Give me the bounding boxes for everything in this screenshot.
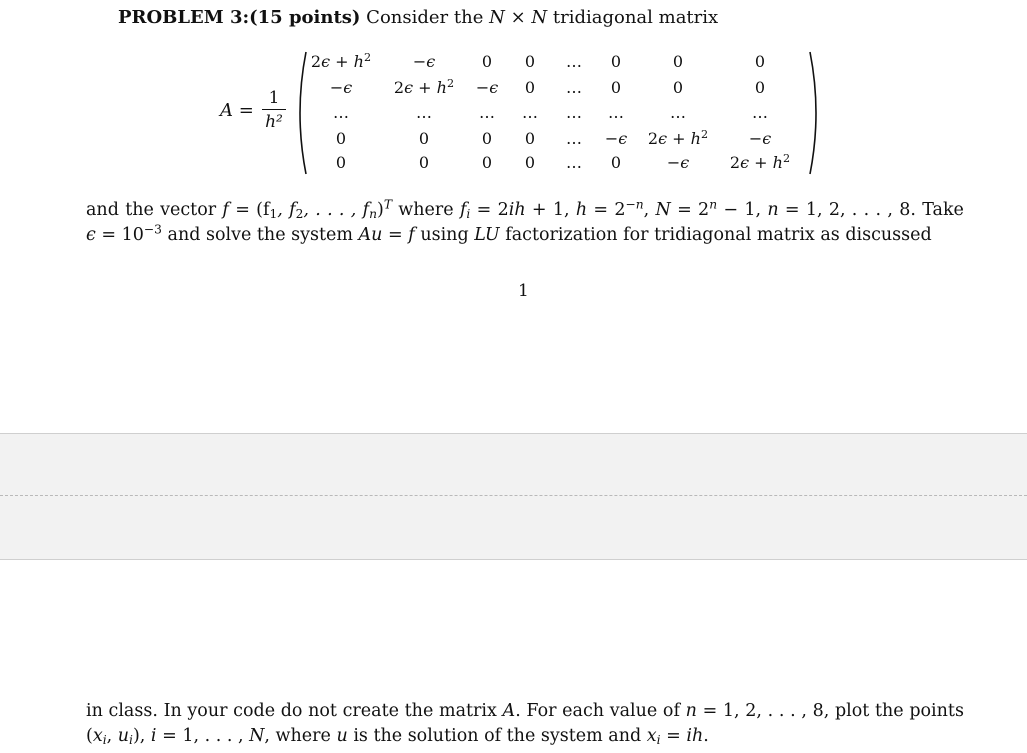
p1-text-b: where — [398, 200, 454, 220]
p1-text-e: using — [420, 225, 469, 245]
p2-text-a: in class. In your code do not create the matrix — [86, 701, 497, 721]
matrix-cell-r5-c3: 0 — [481, 153, 493, 172]
matrix-cell-r1-c7: 0 — [672, 52, 684, 71]
paragraph1-line2: $\epsilon = 10^{-3}$ and solve the system Au = f using LU factorization for tridiagonal matrix as discussed — [86, 222, 932, 245]
scaling-fraction — [262, 88, 286, 132]
matrix-cell-r4-c4: 0 — [524, 129, 536, 148]
matrix-cell-r1-c5: … — [566, 52, 582, 71]
matrix-cell-r4-c1: 0 — [335, 129, 347, 148]
matrix-cell-r5-c4: 0 — [524, 153, 536, 172]
matrix-cell-r2-c4: 0 — [524, 78, 536, 97]
matrix-cell-r1-c4: 0 — [524, 52, 536, 71]
matrix-cell-r3-c8: … — [752, 103, 768, 122]
matrix-equation — [0, 0, 1027, 190]
matrix-cell-r3-c5: … — [566, 103, 582, 122]
matrix-cell-r1-c8: 0 — [754, 52, 766, 71]
matrix-cell-r2-c3: −ϵ — [475, 78, 499, 97]
matrix-cell-r5-c6: 0 — [610, 153, 622, 172]
matrix-cell-r5-c2: 0 — [418, 153, 430, 172]
matrix-cell-r2-c6: 0 — [610, 78, 622, 97]
p1-f: f — [222, 200, 229, 220]
matrix-cell-r1-c3: 0 — [481, 52, 493, 71]
p1-text-c: Take — [922, 200, 964, 220]
p1-vector-open: = (f — [228, 200, 270, 220]
matrix-cell-r2-c8: 0 — [754, 78, 766, 97]
problem-label: PROBLEM 3:(15 points) — [118, 7, 361, 28]
matrix-cell-r5-c1: 0 — [335, 153, 347, 172]
matrix-cell-r1-c2: −ϵ — [412, 52, 436, 71]
fraction-denominator: h² — [265, 112, 283, 132]
fraction-bar — [262, 109, 286, 110]
left-parenthesis — [292, 50, 308, 176]
p1-text-a: and the vector — [86, 200, 217, 220]
matrix-cell-r4-c7: $2\epsilon + h^2$ — [647, 127, 709, 148]
p1-text-d: and solve the system — [167, 225, 353, 245]
matrix-cell-r5-c5: … — [566, 153, 582, 172]
paragraph-vector-definition — [86, 198, 964, 248]
matrix-cell-r3-c6: … — [608, 103, 624, 122]
matrix-cell-r1-c1: $2\epsilon + h^2$ — [310, 50, 372, 71]
paragraph-instructions — [86, 699, 964, 749]
matrix-cell-r5-c8: $2\epsilon + h^2$ — [729, 151, 791, 172]
matrix-cell-r3-c1: … — [333, 103, 349, 122]
matrix-cell-r2-c7: 0 — [672, 78, 684, 97]
matrix-cell-r4-c3: 0 — [481, 129, 493, 148]
matrix-cell-r2-c5: … — [566, 78, 582, 97]
paragraph2-line1: in class. In your code do not create the matrix A. For each value of n = 1, 2, . . . , 8, plot the points — [86, 701, 964, 721]
matrix-cell-r4-c5: … — [566, 129, 582, 148]
matrix-cell-r3-c7: … — [670, 103, 686, 122]
heading-intro: Consider the — [366, 7, 484, 28]
paragraph1-line1: and the vector $f = (f_1$, $f_2$, . . . , $f_n)^T$ where $f_i = 2ih + 1$, $h = 2^{-n}$, $N = 2^n - 1$, n = 1, 2, . . . , 8. Take — [86, 197, 964, 222]
matrix-cell-r2-c2: $2\epsilon + h^2$ — [393, 76, 455, 97]
page-break-divider — [0, 495, 1027, 496]
matrix-cell-r1-c6: 0 — [610, 52, 622, 71]
heading-matrix-word: tridiagonal matrix — [552, 7, 719, 28]
paragraph2-line2: ($x_i$, $u_i$), i = 1, . . . , N, where u is the solution of the system and $x_i$ = ih. — [86, 726, 709, 748]
matrix-cell-r2-c1: −ϵ — [329, 78, 353, 97]
fraction-numerator: 1 — [268, 88, 280, 108]
p1-lu: LU — [474, 225, 500, 245]
matrix-cell-r3-c4: … — [522, 103, 538, 122]
page-number: 1 — [518, 281, 529, 301]
heading-dimension: N × N — [489, 7, 548, 28]
matrix-cell-r4-c6: −ϵ — [604, 129, 628, 148]
matrix-cell-r3-c3: … — [479, 103, 495, 122]
matrix-cell-r3-c2: … — [416, 103, 432, 122]
matrix-lhs: A = — [220, 100, 254, 121]
matrix-cell-r4-c8: −ϵ — [748, 129, 772, 148]
p2-text-e: is the solution of the system and — [353, 726, 642, 746]
matrix-cell-r4-c2: 0 — [418, 129, 430, 148]
page-break-gap — [0, 433, 1027, 560]
right-parenthesis — [808, 50, 824, 176]
p2-text-c: plot the points — [834, 701, 964, 721]
p1-text-f: factorization for tridiagonal matrix as discussed — [505, 225, 932, 245]
p2-text-d: where — [275, 726, 331, 746]
matrix-cell-r5-c7: −ϵ — [666, 153, 690, 172]
p2-text-b: For each value of — [526, 701, 680, 721]
